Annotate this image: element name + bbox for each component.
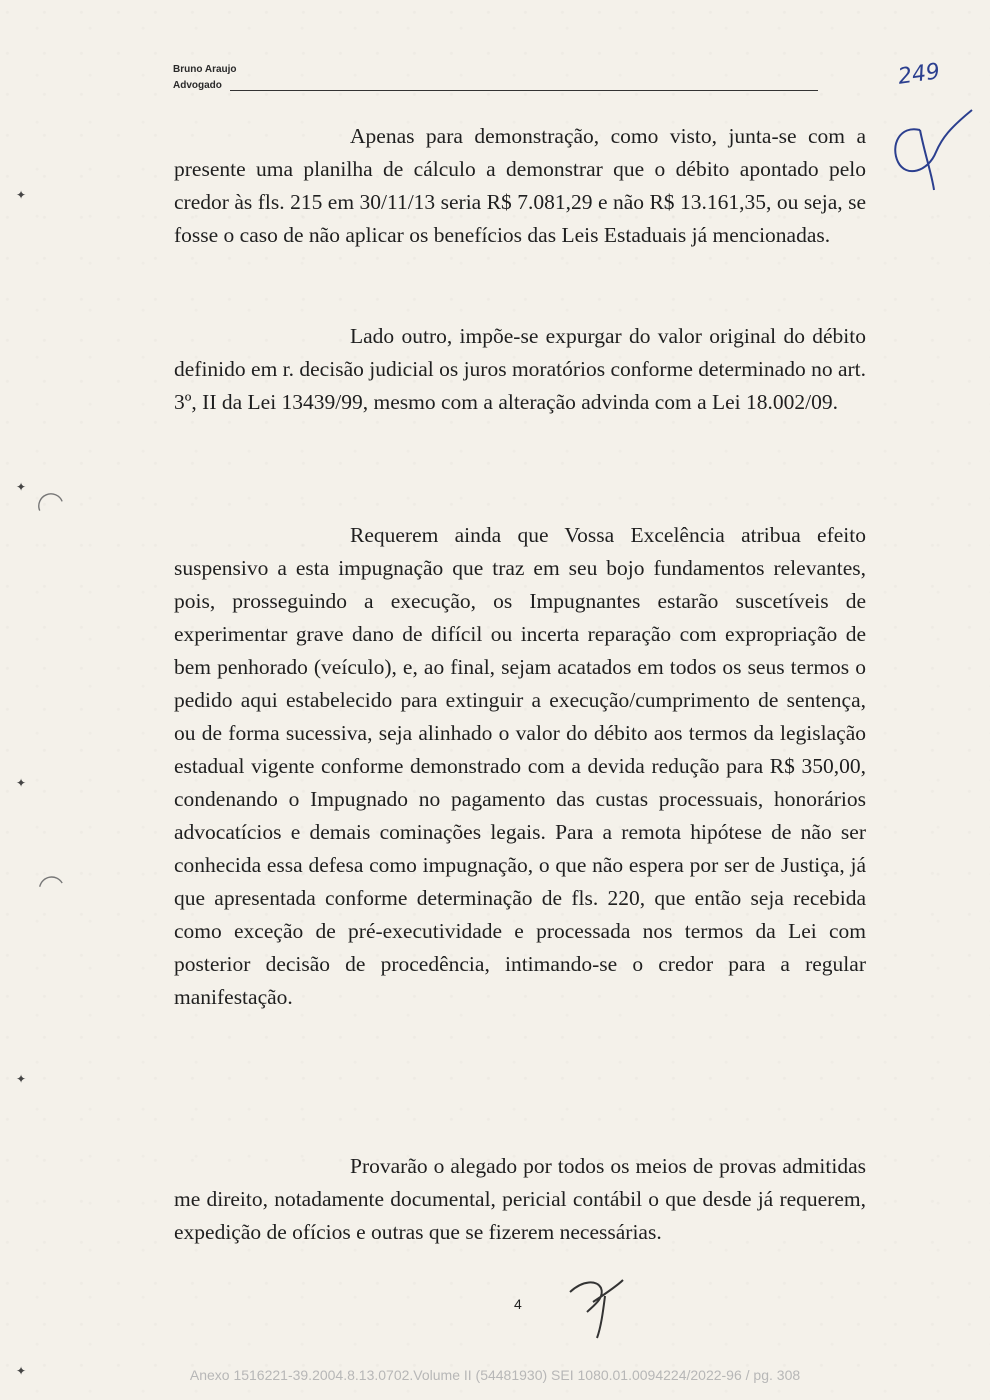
rubric-signature-icon [880,100,980,200]
paragraph-4-text: Provarão o alegado por todos os meios de provas admitidas me direito, notadamente documental, pericial contábil o que desde já requerem, expedição de ofícios e outras que se fizerem necessárias. [174,1154,866,1244]
margin-mark-icon: ✦ [16,188,27,202]
paragraph-4 [174,1150,866,1249]
page-number: 4 [514,1296,522,1312]
letterhead-rule [230,90,818,91]
lawyer-title: Advogado [173,80,222,91]
lawyer-name: Bruno Araujo [173,64,237,75]
margin-mark-icon: ✦ [16,776,27,790]
paragraph-1-text: Apenas para demonstração, como visto, junta-se com a presente uma planilha de cálculo a demonstrar que o débito apontado pelo credor às fls. 215 em 30/11/13 seria R$ 7.081,29 e não R$ 13.161,35, ou seja, se fosse o caso de não aplicar os benefícios das Leis Estaduais já mencionadas. [174,124,866,247]
punch-hole-icon [36,870,64,898]
paragraph-2 [174,320,866,419]
initials-signature-icon [565,1272,635,1342]
punch-hole-icon [36,492,64,520]
margin-mark-icon: ✦ [16,1364,27,1378]
paragraph-1 [174,120,866,252]
paragraph-2-text: Lado outro, impõe-se expurgar do valor original do débito definido em r. decisão judicial os juros moratórios conforme determinado no art. 3º, II da Lei 13439/99, mesmo com a alteração advinda com a Lei 18.002/09. [174,324,866,414]
paragraph-3 [174,519,866,1014]
paragraph-3-text: Requerem ainda que Vossa Excelência atribua efeito suspensivo a esta impugnação que traz em seu bojo fundamentos relevantes, pois, prosseguindo a execução, os Impugnantes estarão suscetíveis de experimentar grave dano de difícil ou incerta reparação com expropriação de bem penhorado (veículo), e, ao final, sejam acatados em todos os seus termos o pedido aqui estabelecido para extinguir a execução/cumprimento de sentença, ou de forma sucessiva, seja alinhado o valor do débito aos termos da legislação estadual vigente conforme demonstrado com a devida redução para R$ 350,00, condenando o Impugnado no pagamento das custas processuais, honorários advocatícios e demais cominações legais. Para a remota hipótese de não ser conhecida essa defesa como impugnação, o que não espera por ser de Justiça, já que apresentada conforme determinação de fls. 220, que então seja recebida como exceção de pré-executividade e processada nos termos da Lei com posterior decisão de procedência, intimando-se o credor para a regular manifestação. [174,523,866,1009]
folio-number: 249 [896,59,942,90]
margin-mark-icon: ✦ [16,480,27,494]
letterhead [173,62,237,94]
margin-mark-icon: ✦ [16,1072,27,1086]
footer-stamp: Anexo 1516221-39.2004.8.13.0702.Volume II (54481930) SEI 1080.01.0094224/2022-96 / pg. 308 [189,1367,801,1383]
